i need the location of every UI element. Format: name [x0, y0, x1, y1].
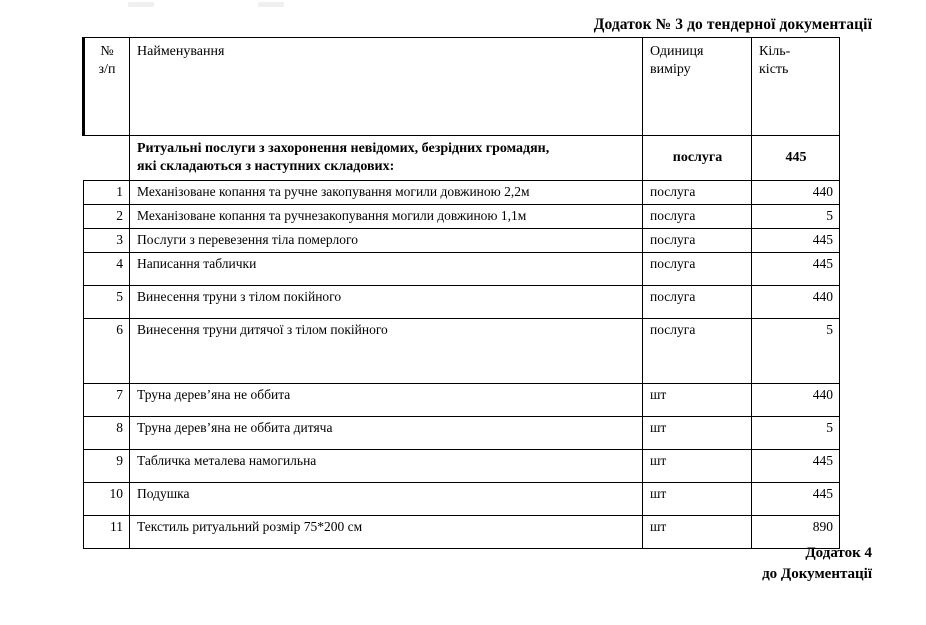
- group-row-unit: послуга: [643, 136, 752, 181]
- column-header-quantity: [752, 38, 840, 136]
- row-name: Винесення труни з тілом покійного: [130, 285, 643, 318]
- row-quantity: 5: [752, 318, 840, 383]
- row-name: Табличка металева намогильна: [130, 449, 643, 482]
- table-group-row: [84, 136, 840, 181]
- row-unit: шт: [643, 449, 752, 482]
- column-header-number: [84, 38, 130, 136]
- footer-line-appendix: Додаток 4: [805, 545, 872, 561]
- row-number: 6: [84, 318, 130, 383]
- row-number: 9: [84, 449, 130, 482]
- row-number: 7: [84, 383, 130, 416]
- table-row: [84, 228, 840, 252]
- row-number: 1: [84, 181, 130, 205]
- group-row-name: [130, 136, 643, 181]
- row-quantity: 5: [752, 416, 840, 449]
- table-row: [84, 449, 840, 482]
- row-number: 8: [84, 416, 130, 449]
- row-quantity: 440: [752, 181, 840, 205]
- row-name: Механізоване копання та ручнезакопування могили довжиною 1,1м: [130, 204, 643, 228]
- row-quantity: 890: [752, 515, 840, 548]
- column-header-unit: [643, 38, 752, 136]
- row-quantity: 440: [752, 285, 840, 318]
- row-unit: шт: [643, 383, 752, 416]
- group-row-name-line1: Ритуальні послуги з захоронення невідомих, безрідних громадян,: [137, 140, 550, 156]
- row-unit: послуга: [643, 181, 752, 205]
- table-row: [84, 204, 840, 228]
- row-number: 10: [84, 482, 130, 515]
- row-unit: послуга: [643, 228, 752, 252]
- row-unit: послуга: [643, 318, 752, 383]
- table-row: [84, 285, 840, 318]
- row-quantity: 445: [752, 252, 840, 285]
- row-unit: шт: [643, 482, 752, 515]
- table-row: [84, 383, 840, 416]
- row-unit: послуга: [643, 204, 752, 228]
- row-name: Винесення труни дитячої з тілом покійного: [130, 318, 643, 383]
- row-unit: послуга: [643, 252, 752, 285]
- column-header-number-line1: №: [100, 44, 114, 59]
- row-quantity: 445: [752, 482, 840, 515]
- row-name: Подушка: [130, 482, 643, 515]
- row-unit: шт: [643, 416, 752, 449]
- group-row-number-blank: [84, 136, 130, 181]
- column-header-quantity-line2: кість: [759, 61, 789, 77]
- table-row: [84, 318, 840, 383]
- column-header-quantity-line1: Кіль-: [759, 44, 791, 59]
- row-unit: шт: [643, 515, 752, 548]
- row-quantity: 445: [752, 449, 840, 482]
- column-header-name-line1: Найменування: [137, 44, 225, 59]
- row-quantity: 445: [752, 228, 840, 252]
- column-header-name: [130, 38, 643, 136]
- row-name: Труна дерев’яна не оббита дитяча: [130, 416, 643, 449]
- row-name: Труна дерев’яна не оббита: [130, 383, 643, 416]
- table-row: [84, 416, 840, 449]
- footer-line-documentation: до Документації: [762, 566, 872, 583]
- group-row-quantity: 445: [752, 136, 840, 181]
- row-unit: послуга: [643, 285, 752, 318]
- row-number: 2: [84, 204, 130, 228]
- row-quantity: 440: [752, 383, 840, 416]
- table-header-row: [84, 38, 840, 136]
- scan-artifact: [128, 2, 154, 7]
- group-row-name-line2: які складаються з наступних складових:: [137, 159, 395, 174]
- row-number: 4: [84, 252, 130, 285]
- services-table: [82, 37, 840, 549]
- document-footer: [762, 543, 872, 586]
- column-header-unit-line1: Одиниця: [650, 44, 704, 59]
- row-number: 11: [84, 515, 130, 548]
- row-name: Текстиль ритуальний розмір 75*200 см: [130, 515, 643, 548]
- row-number: 3: [84, 228, 130, 252]
- scan-artifact: [258, 2, 284, 7]
- row-name: Послуги з перевезення тіла померлого: [130, 228, 643, 252]
- row-number: 5: [84, 285, 130, 318]
- table-row: [84, 515, 840, 548]
- row-name: Написання таблички: [130, 252, 643, 285]
- row-quantity: 5: [752, 204, 840, 228]
- table-row: [84, 482, 840, 515]
- table-row: [84, 252, 840, 285]
- row-name: Механізоване копання та ручне закопування могили довжиною 2,2м: [130, 181, 643, 205]
- services-table-container: [82, 37, 838, 549]
- table-row: [84, 181, 840, 205]
- column-header-number-line2: з/п: [98, 62, 116, 78]
- column-header-unit-line2: виміру: [650, 61, 691, 77]
- document-header-title: Додаток № 3 до тендерної документації: [593, 16, 872, 33]
